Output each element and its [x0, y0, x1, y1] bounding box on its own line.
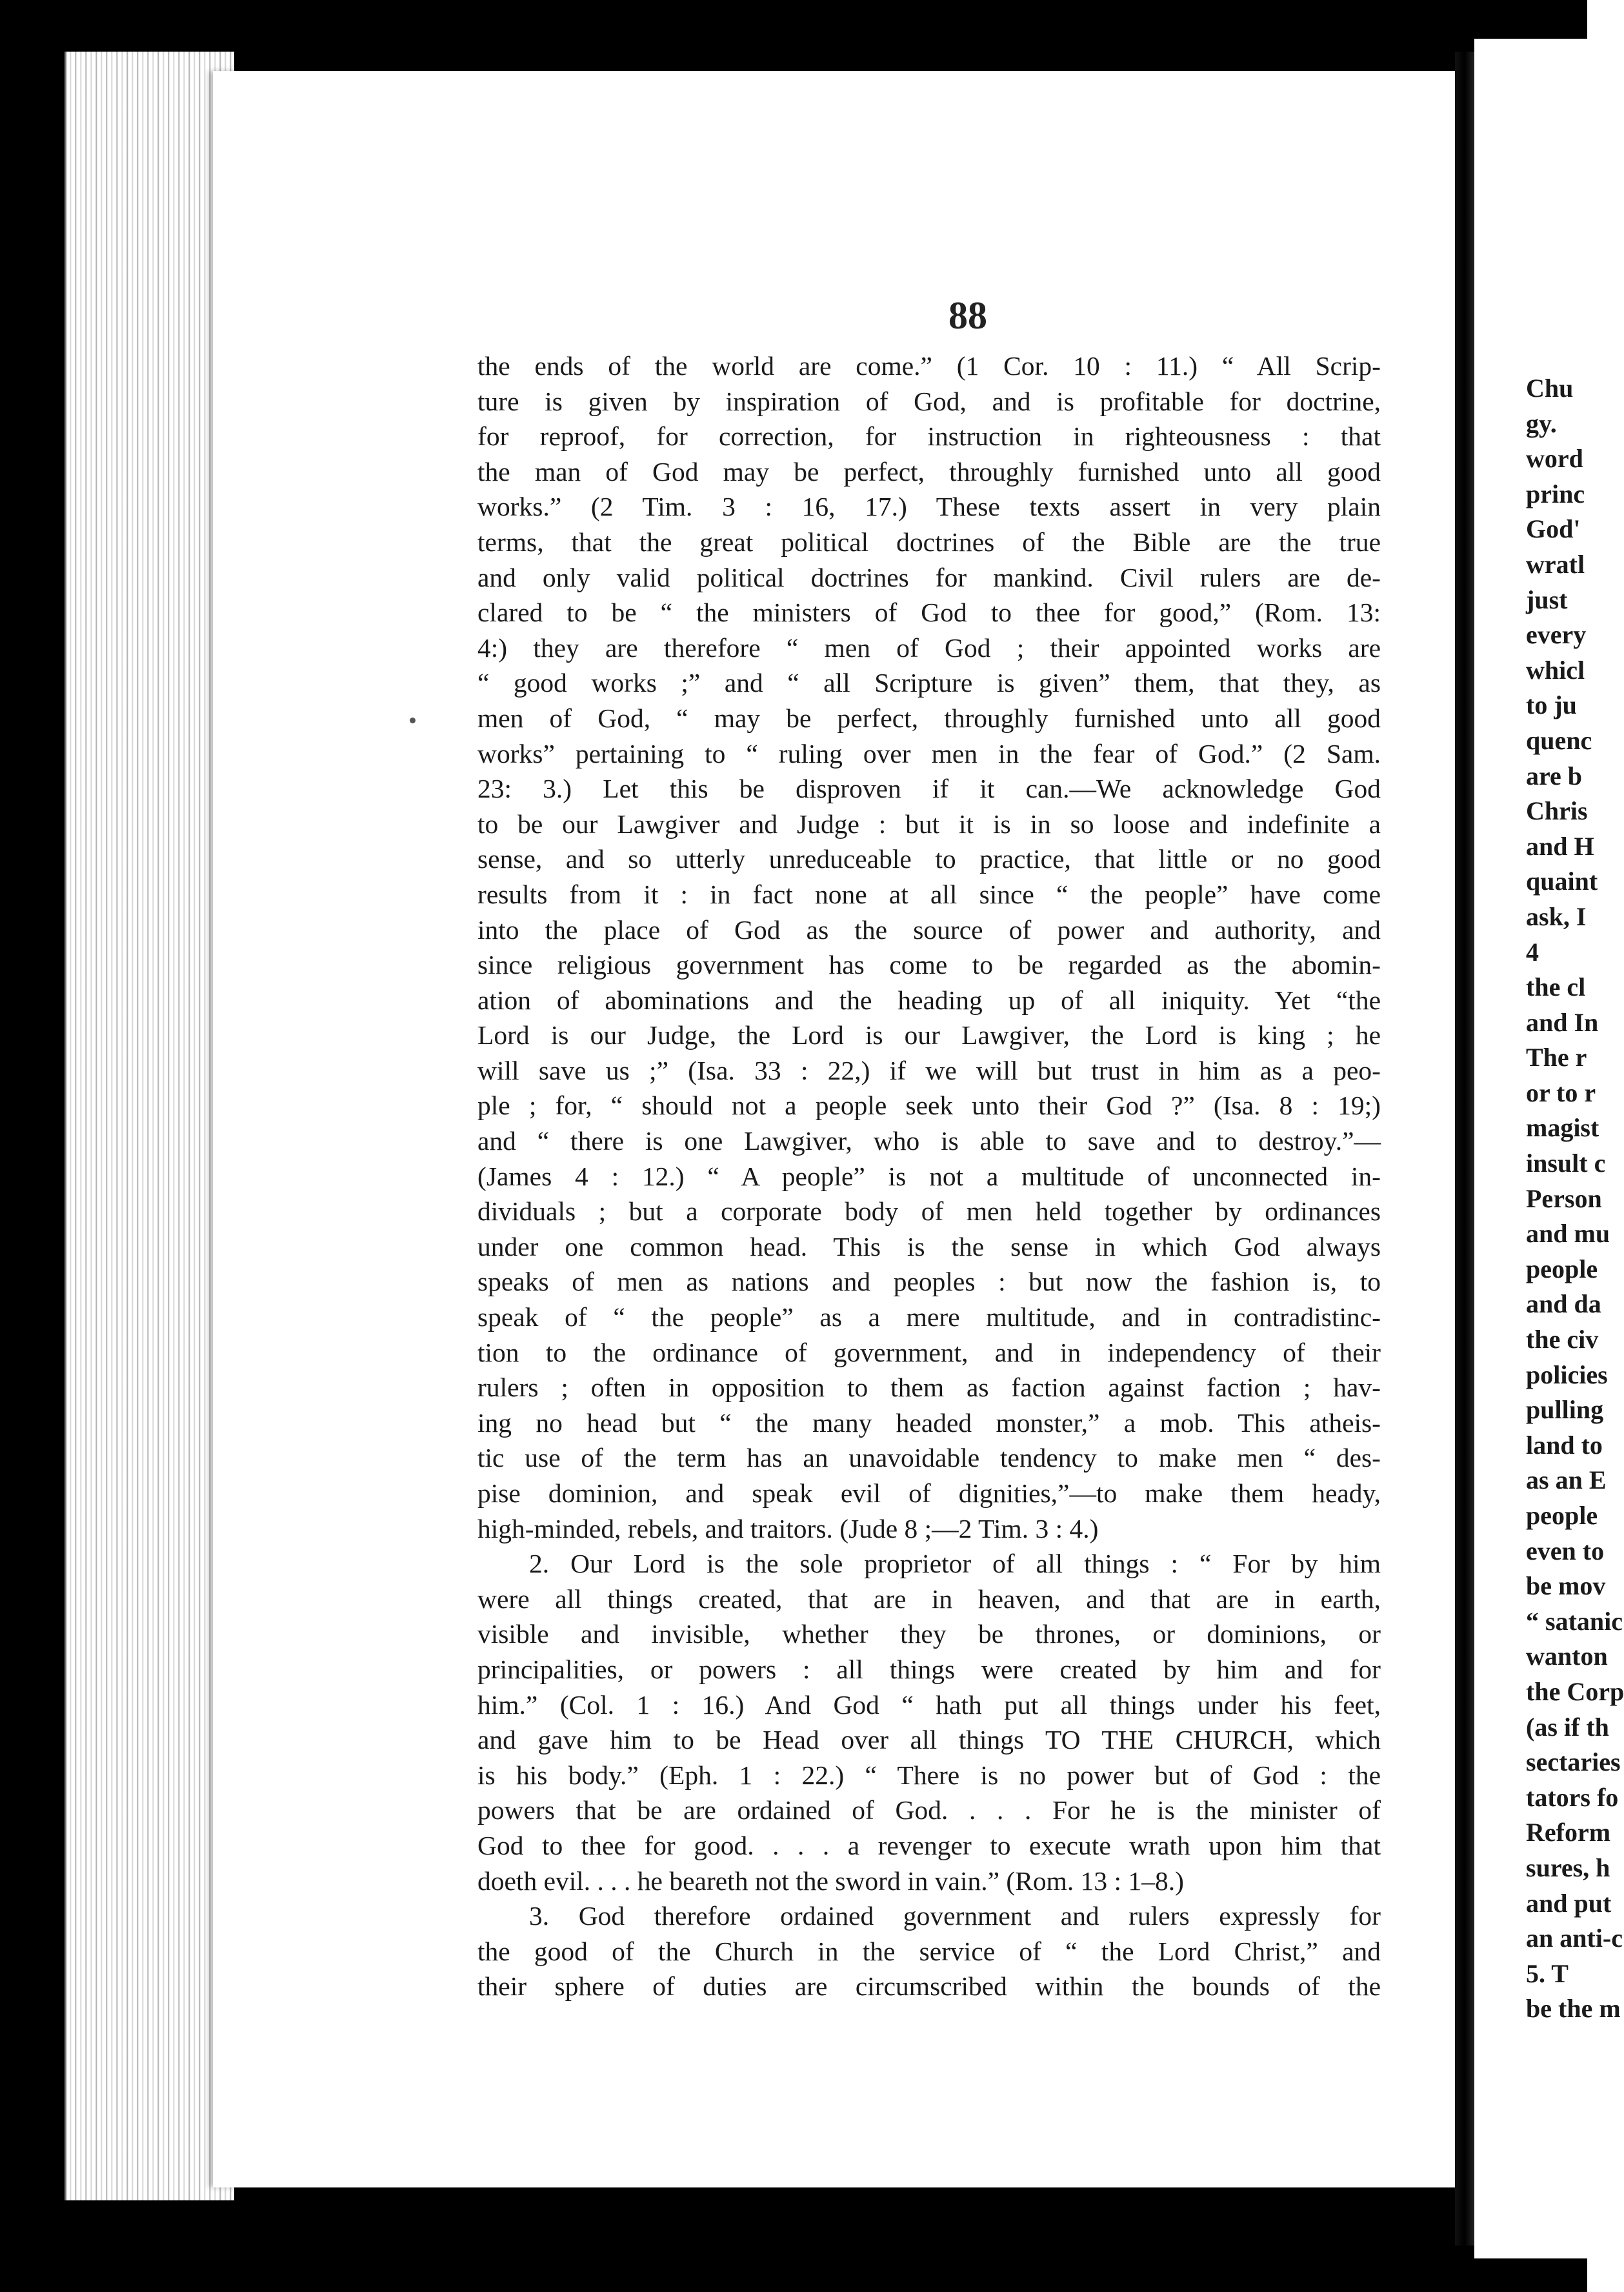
facing-page-line: sures, h: [1526, 1853, 1610, 1882]
facing-page-line: ask, I: [1526, 901, 1587, 931]
facing-page-line: and H: [1526, 831, 1594, 861]
facing-page-line: even to: [1526, 1536, 1605, 1565]
facing-page-line: the cl: [1526, 972, 1586, 1002]
text-line: sense, and so utterly unreduceable to practice, that little or no good: [477, 844, 1381, 874]
facing-page-line: God': [1526, 514, 1581, 544]
facing-page-line: every: [1526, 620, 1587, 650]
text-line: 3. God therefore ordained government and rulers expressly for: [529, 1901, 1381, 1931]
text-line: speaks of men as nations and peoples : but now the fashion is, to: [477, 1267, 1381, 1297]
facing-page-line: wratl: [1526, 549, 1585, 579]
text-line: since religious government has come to be regarded as the abomin-: [477, 950, 1381, 980]
facing-page-line: land to: [1526, 1430, 1603, 1460]
text-line: works” pertaining to “ ruling over men in the fear of God.” (2 Sam.: [477, 738, 1381, 769]
facing-page-line: (as if th: [1526, 1712, 1609, 1742]
facing-page-line: insult c: [1526, 1149, 1606, 1178]
facing-page-line: policies: [1526, 1360, 1608, 1389]
text-line: will save us ;” (Isa. 33 : 22,) if we will but trust in him as a peo-: [477, 1055, 1381, 1085]
text-line: under one common head. This is the sense in which God always: [477, 1231, 1381, 1262]
text-line: rulers ; often in opposition to them as faction against faction ; hav-: [477, 1372, 1381, 1403]
text-line: ing no head but “ the many headed monster,” a mob. This atheis-: [477, 1407, 1381, 1438]
facing-page-line: just: [1526, 585, 1568, 614]
facing-page-line: word: [1526, 444, 1583, 474]
facing-page-line: “ satanic: [1526, 1606, 1623, 1636]
text-line: men of God, “ may be perfect, throughly furnished unto all good: [477, 703, 1381, 733]
text-line: ple ; for, “ should not a people seek unto their God ?” (Isa. 8 : 19;): [477, 1091, 1381, 1121]
facing-page-line: and da: [1526, 1289, 1601, 1319]
facing-page-line: be mov: [1526, 1571, 1606, 1601]
text-line: and “ there is one Lawgiver, who is able to save and to destroy.”—: [477, 1126, 1381, 1156]
facing-page-line: Reform: [1526, 1818, 1611, 1847]
text-line: to be our Lawgiver and Judge : but it is in so loose and indefinite a: [477, 809, 1381, 839]
text-line: “ good works ;” and “ all Scripture is given” them, that they, as: [477, 668, 1381, 698]
facing-page-line: magist: [1526, 1113, 1599, 1143]
text-line: principalities, or powers : all things were created by him and for: [477, 1654, 1381, 1684]
facing-page-line: quaint: [1526, 867, 1598, 896]
facing-page-line: the civ: [1526, 1325, 1599, 1354]
text-line: God to thee for good. . . . a revenger to execute wrath upon him that: [477, 1830, 1381, 1860]
facing-page-line: to ju: [1526, 690, 1577, 720]
facing-page-line: whicl: [1526, 655, 1585, 685]
facing-page-line: pulling: [1526, 1395, 1604, 1425]
facing-page-line: quenc: [1526, 725, 1592, 755]
facing-page-line: and put: [1526, 1888, 1612, 1918]
text-line: powers that be are ordained of God. . . . For he is the minister of: [477, 1795, 1381, 1825]
facing-page-line: as an E: [1526, 1465, 1607, 1495]
text-line: visible and invisible, whether they be thrones, or dominions, or: [477, 1619, 1381, 1649]
ink-mark: [410, 718, 416, 723]
facing-page-line: people: [1526, 1254, 1598, 1283]
facing-page-line: and mu: [1526, 1219, 1610, 1249]
text-line: 23: 3.) Let this be disproven if it can.—We acknowledge God: [477, 774, 1381, 804]
facing-page-line: an anti-c: [1526, 1924, 1623, 1953]
page-number: 88: [948, 294, 987, 337]
facing-page-line: and In: [1526, 1007, 1599, 1037]
facing-page-line: sectaries: [1526, 1747, 1621, 1777]
facing-page-text: [1526, 371, 1624, 2027]
text-line: into the place of God as the source of power and authority, and: [477, 914, 1381, 945]
text-line: their sphere of duties are circumscribed within the bounds of the: [477, 1971, 1381, 2002]
text-line: the ends of the world are come.” (1 Cor. 10 : 11.) “ All Scrip-: [477, 351, 1381, 381]
text-line: clared to be “ the ministers of God to thee for good,” (Rom. 13:: [477, 598, 1381, 628]
facing-page-line: Chu: [1526, 374, 1574, 403]
text-line: (James 4 : 12.) “ A people” is not a multitude of unconnected in-: [477, 1161, 1381, 1191]
book-gutter: [1455, 52, 1474, 2246]
text-line: the good of the Church in the service of “ the Lord Christ,” and: [477, 1936, 1381, 1966]
facing-page-line: gy.: [1526, 408, 1557, 438]
text-line: dividuals ; but a corporate body of men held together by ordinances: [477, 1196, 1381, 1227]
facing-page-line: The r: [1526, 1043, 1587, 1072]
text-line: terms, that the great political doctrines of the Bible are the true: [477, 527, 1381, 557]
facing-page-line: people: [1526, 1501, 1598, 1530]
text-line: tic use of the term has an unavoidable tendency to make men “ des-: [477, 1443, 1381, 1473]
body-text: [477, 348, 1381, 2002]
text-line: ture is given by inspiration of God, and is profitable for doctrine,: [477, 386, 1381, 416]
text-line: 4:) they are therefore “ men of God ; their appointed works are: [477, 632, 1381, 663]
text-line: and gave him to be Head over all things TO THE CHURCH, which: [477, 1725, 1381, 1755]
text-line: speak of “ the people” as a mere multitude, and in contradistinc-: [477, 1302, 1381, 1332]
facing-page-line: are b: [1526, 761, 1583, 790]
text-line: results from it : in fact none at all since “ the people” have come: [477, 879, 1381, 909]
text-line: is his body.” (Eph. 1 : 22.) “ There is no power but of God : the: [477, 1760, 1381, 1790]
text-line: him.” (Col. 1 : 16.) And God “ hath put all things under his feet,: [477, 1689, 1381, 1720]
book-page-edges: [65, 52, 234, 2200]
text-line: tion to the ordinance of government, and in independency of their: [477, 1337, 1381, 1367]
facing-page-line: or to r: [1526, 1078, 1596, 1107]
text-line: high-minded, rebels, and traitors. (Jude 8 ;—2 Tim. 3 : 4.): [477, 1513, 1099, 1543]
text-line: and only valid political doctrines for mankind. Civil rulers are de-: [477, 562, 1381, 592]
facing-page-line: wanton: [1526, 1642, 1608, 1671]
text-line: doeth evil. . . . he beareth not the sword in vain.” (Rom. 13 : 1–8.): [477, 1865, 1184, 1896]
facing-page-line: tators fo: [1526, 1782, 1619, 1812]
facing-page-line: the Corp: [1526, 1676, 1624, 1706]
facing-page-line: 4: [1526, 937, 1539, 967]
text-line: works.” (2 Tim. 3 : 16, 17.) These texts assert in very plain: [477, 492, 1381, 522]
text-line: pise dominion, and speak evil of dignities,”—to make them heady,: [477, 1478, 1381, 1508]
text-line: 2. Our Lord is the sole proprietor of all things : “ For by him: [529, 1549, 1381, 1579]
text-line: the man of God may be perfect, throughly furnished unto all good: [477, 456, 1381, 487]
facing-page-line: 5. T: [1526, 1958, 1569, 1988]
facing-page-line: princ: [1526, 479, 1585, 508]
text-line: Lord is our Judge, the Lord is our Lawgiver, the Lord is king ; he: [477, 1020, 1381, 1050]
text-line: for reproof, for correction, for instruction in righteousness : that: [477, 421, 1381, 452]
facing-page-line: be the m: [1526, 1994, 1621, 2024]
facing-page-line: Person: [1526, 1183, 1602, 1213]
text-line: were all things created, that are in heaven, and that are in earth,: [477, 1583, 1381, 1614]
text-line: ation of abominations and the heading up of all iniquity. Yet “the: [477, 985, 1381, 1015]
facing-page-line: Chris: [1526, 796, 1588, 826]
